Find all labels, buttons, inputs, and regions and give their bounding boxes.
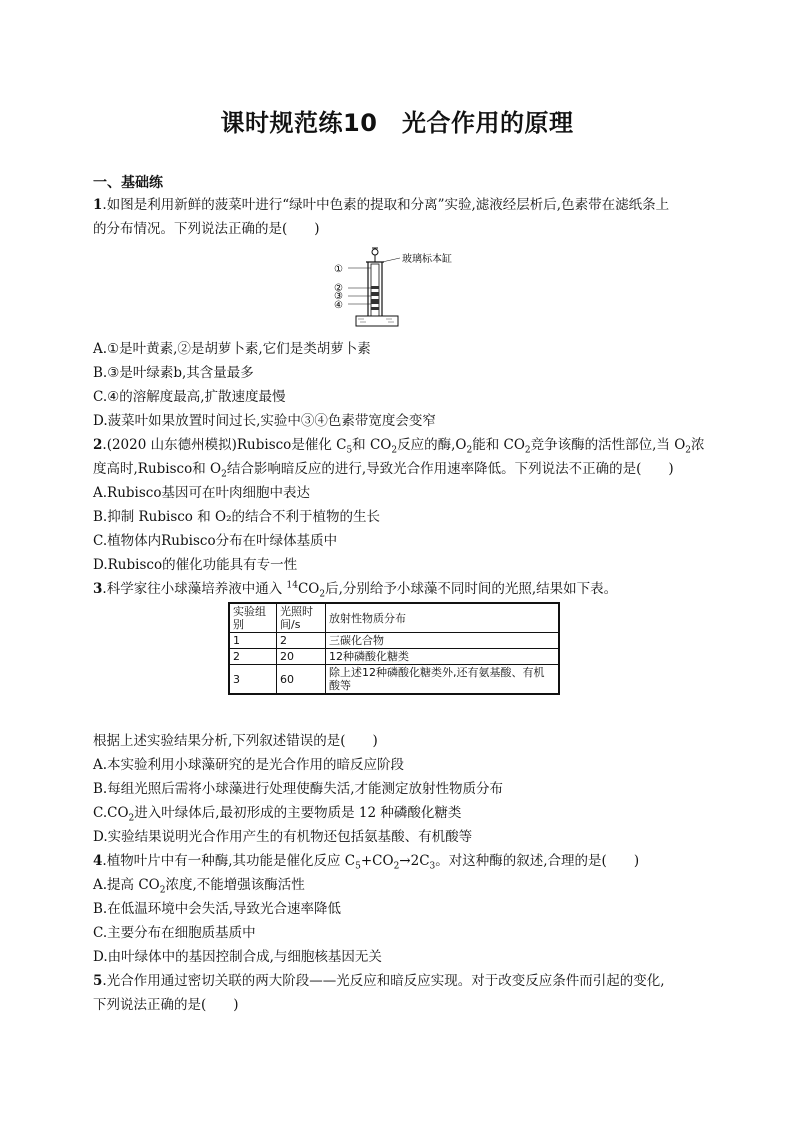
chromatography-figure (330, 244, 480, 330)
marker-3: ③ (334, 291, 343, 302)
q4-option-d: D.由叶绿体中的基因控制合成,与细胞核基因无关 (93, 949, 382, 965)
q2-option-c: C.植物体内Rubisco分布在叶绿体基质中 (93, 533, 338, 549)
q4-stem: 4.植物叶片中有一种酶,其功能是催化反应 $C_5+CO_2\to 2C_3$。对这种酶的叙述,合理的是( ) (93, 853, 640, 872)
q5-stem-line1 (93, 972, 665, 990)
table-cell: 3 (229, 665, 277, 695)
q2-option-a: A.Rubisco基因可在叶肉细胞中表达 (93, 485, 310, 501)
q2-stem-line1: 2.(2020 山东德州模拟)Rubisco是催化 $C_5$和 $CO_2$反应的酶$,O_2$能和 $CO_2$竞争该酶的活性部位,当 $O_2$浓 (93, 437, 705, 456)
q5-stem-line2: 下列说法正确的是( ) (93, 997, 239, 1013)
header-time: 光照时间/s (277, 603, 326, 633)
q3-option-b: B.每组光照后需将小球藻进行处理使酶失活,才能测定放射性物质分布 (93, 781, 504, 797)
q5-stem-text1: .光合作用通过密切关联的两大阶段——光反应和暗反应实现。对于改变反应条件而引起的变化, (102, 973, 665, 989)
q5-number: 5 (93, 973, 103, 989)
q1-option-c: C.④的溶解度最高,扩散速度最慢 (93, 389, 286, 405)
q3-option-d: D.实验结果说明光合作用产生的有机物还包括氨基酸、有机酸等 (93, 829, 473, 845)
table-cell: 2 (229, 649, 277, 665)
table-cell: 12种磷酸化糖类 (326, 649, 560, 665)
results-table (228, 602, 560, 695)
q4-option-b: B.在低温环境中会失活,导致光合速率降低 (93, 901, 342, 917)
q1-stem-line1 (93, 196, 669, 214)
marker-1: ① (334, 264, 343, 275)
table-cell: 2 (277, 633, 326, 649)
q1-stem-text1: .如图是利用新鲜的菠菜叶进行“绿叶中色素的提取和分离”实验,滤液经层析后,色素带在滤纸条上 (102, 197, 670, 213)
q3-question: 根据上述实验结果分析,下列叙述错误的是( ) (93, 733, 378, 749)
table-row (229, 649, 559, 665)
q1-option-d: D.菠菜叶如果放置时间过长,实验中③④色素带宽度会变窄 (93, 413, 436, 429)
table-row (229, 633, 559, 649)
q1-stem-line2: 的分布情况。下列说法正确的是( ) (93, 221, 320, 237)
table-header-row (229, 603, 559, 633)
q2-option-d: D.Rubisco的催化功能具有专一性 (93, 557, 298, 573)
marker-2: ② (334, 283, 343, 294)
q2-option-b: B.抑制 Rubisco 和 O₂的结合不利于植物的生长 (93, 509, 380, 525)
q3-option-a: A.本实验利用小球藻研究的是光合作用的暗反应阶段 (93, 757, 405, 773)
q3-number: 3 (93, 581, 103, 597)
table-cell: 60 (277, 665, 326, 695)
q3-stem: 3.科学家往小球藻培养液中通入 $^{14}CO_2$后,分别给予小球藻不同时间的光照,结果如下表。 (93, 580, 618, 600)
q3-option-c: $C.CO_2$进入叶绿体后,最初形成的主要物质是 12 种磷酸化糖类 (93, 805, 462, 824)
section-heading: 一、基础练 (93, 175, 163, 191)
table-cell: 1 (229, 633, 277, 649)
table-row (229, 665, 559, 695)
q1-number: 1 (93, 197, 103, 213)
table-cell: 20 (277, 649, 326, 665)
q2-stem-line2: 度高时,Rubisco和 $O_2$结合影响暗反应的进行,导致光合作用速率降低。下列说法不正确的是( ) (93, 461, 674, 480)
jar-label: 玻璃标本缸 (402, 254, 452, 265)
header-distribution: 放射性物质分布 (326, 603, 560, 633)
marker-4: ④ (334, 300, 343, 311)
table-cell: 除上述12种磷酸化糖类外,还有氨基酸、有机酸等 (326, 665, 560, 695)
table-cell: 三碳化合物 (326, 633, 560, 649)
q4-number: 4 (93, 853, 103, 869)
q1-option-a: A.①是叶黄素,②是胡萝卜素,它们是类胡萝卜素 (93, 341, 371, 357)
header-group: 实验组别 (229, 603, 277, 633)
q4-option-c: C.主要分布在细胞质基质中 (93, 925, 256, 941)
q2-number: 2 (93, 437, 103, 453)
q1-option-b: B.③是叶绿素b,其含量最多 (93, 365, 254, 381)
page-title: 课时规范练10 光合作用的原理 (220, 109, 574, 137)
q4-option-a: A.提高 $CO_2$浓度,不能增强该酶活性 (93, 877, 305, 896)
